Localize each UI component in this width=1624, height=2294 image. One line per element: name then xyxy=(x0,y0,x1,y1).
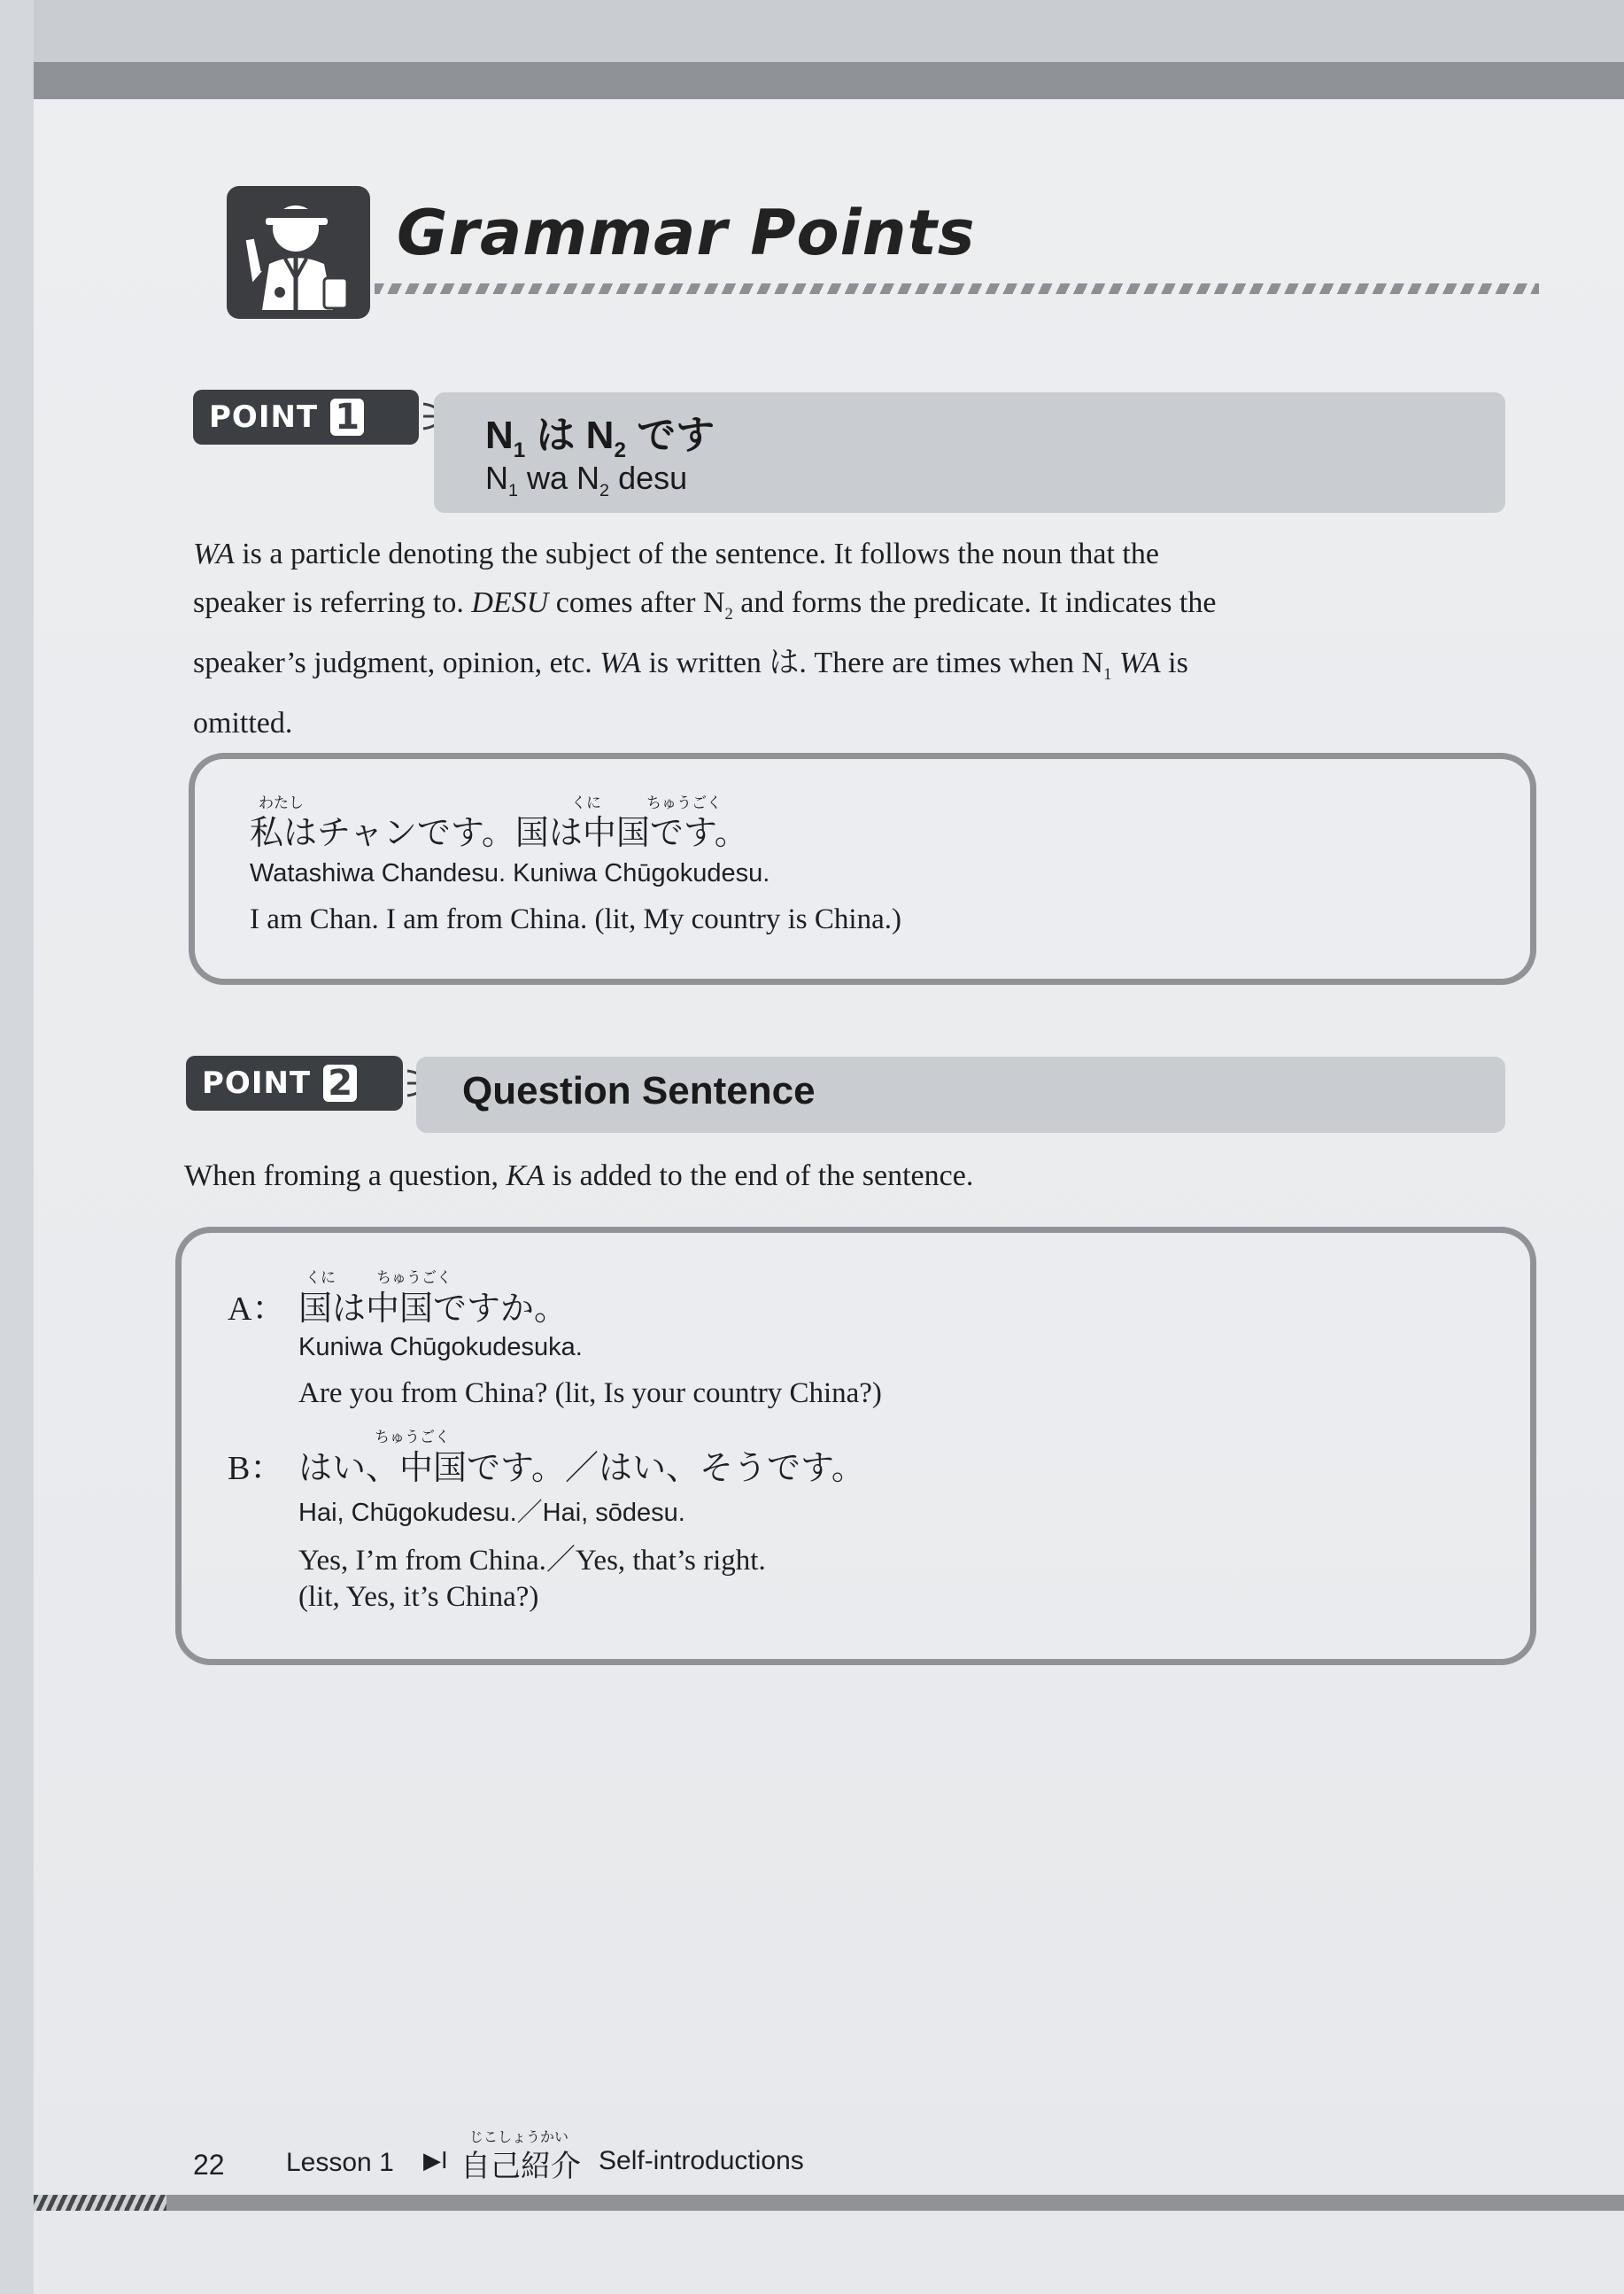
footer-arrow-icon: ▶I xyxy=(423,2148,448,2174)
footer-lesson-japanese: 自己紹介 xyxy=(460,2149,581,2184)
point-1-badge-number: 1 xyxy=(330,399,364,436)
point-1-example-box xyxy=(189,753,1536,985)
point-1-paragraph-line: WA is a particle denoting the subject of the sentence. It follows the noun that the xyxy=(193,538,1159,570)
point-1-heading-bar xyxy=(434,392,1505,513)
ruby-chugoku: ちゅうごく xyxy=(376,1269,452,1287)
point-1-paragraph-line: speaker is referring to. DESU comes after $N_2$ and forms the predicate. It indicates the xyxy=(193,586,1217,624)
speaker-b-label: B： xyxy=(228,1450,284,1487)
point-2-badge-number: 2 xyxy=(323,1065,357,1102)
ruby-kuni: くに xyxy=(305,1269,336,1287)
speaker-a-english: Are you from China? (lit, Is your country China?) xyxy=(298,1377,882,1409)
point-1-example-japanese: 私はチャンです。国は中国です。 xyxy=(250,813,748,852)
ruby-watashi: わたし xyxy=(259,794,304,812)
point-1-badge-word: POINT xyxy=(209,399,319,435)
speaker-b-english-literal: (lit, Yes, it’s China?) xyxy=(298,1581,539,1613)
footer-rule xyxy=(34,2195,1624,2211)
section-title: Grammar Points xyxy=(397,197,976,269)
point-1-paragraph-line: speaker’s judgment, opinion, etc. WA is written は. There are times when $N_1$ WA is xyxy=(193,646,1188,684)
ruby-kuni: くに xyxy=(571,794,601,812)
footer-lesson: Lesson 1 xyxy=(286,2148,394,2177)
title-hatched-rule xyxy=(375,283,1539,294)
point-1-badge xyxy=(193,390,419,445)
point-2-badge-word: POINT xyxy=(202,1066,312,1101)
book-gutter xyxy=(0,0,36,2294)
point-2-example-box xyxy=(175,1227,1536,1665)
point-1-subtitle: $N_1$ wa $N_2$ desu xyxy=(485,460,688,501)
speaker-a-japanese: 国は中国ですか。 xyxy=(298,1289,568,1328)
speaker-a-romaji: Kuniwa Chūgokudesuka. xyxy=(298,1333,583,1361)
point-2-heading-bar xyxy=(416,1057,1505,1133)
ruby-chugoku: ちゅうごく xyxy=(646,794,722,812)
point-1-paragraph-line: omitted. xyxy=(193,706,293,740)
teacher-icon xyxy=(227,186,370,319)
footer-lesson-english: Self-introductions xyxy=(599,2146,804,2175)
point-1-paragraph xyxy=(193,530,1505,748)
point-1-title: $N_1$ は $N_2$ です xyxy=(485,414,715,462)
speaker-a-label: A： xyxy=(228,1290,286,1328)
footer-hatch xyxy=(34,2195,166,2211)
point-1-example-romaji: Watashiwa Chandesu. Kuniwa Chūgokudesu. xyxy=(250,859,770,887)
top-rule xyxy=(34,62,1624,99)
point-1-example-english: I am Chan. I am from China. (lit, My country is China.) xyxy=(250,903,901,935)
speaker-b-romaji: Hai, Chūgokudesu.／Hai, sōdesu. xyxy=(298,1499,685,1527)
point-2-title: Question Sentence xyxy=(462,1069,816,1112)
ruby-chugoku: ちゅうごく xyxy=(375,1429,450,1446)
page xyxy=(34,0,1624,2294)
speaker-b-japanese: はい、中国です。／はい、そうです。 xyxy=(298,1448,865,1487)
page-number: 22 xyxy=(193,2149,225,2181)
top-band xyxy=(34,0,1624,62)
footer-lesson-ruby: じこしょうかい xyxy=(469,2128,569,2145)
speaker-b-english: Yes, I’m from China.／Yes, that’s right. xyxy=(298,1545,766,1577)
point-2-paragraph: When froming a question, KA is added to the end of the sentence. xyxy=(184,1159,974,1192)
point-2-badge xyxy=(186,1056,403,1111)
